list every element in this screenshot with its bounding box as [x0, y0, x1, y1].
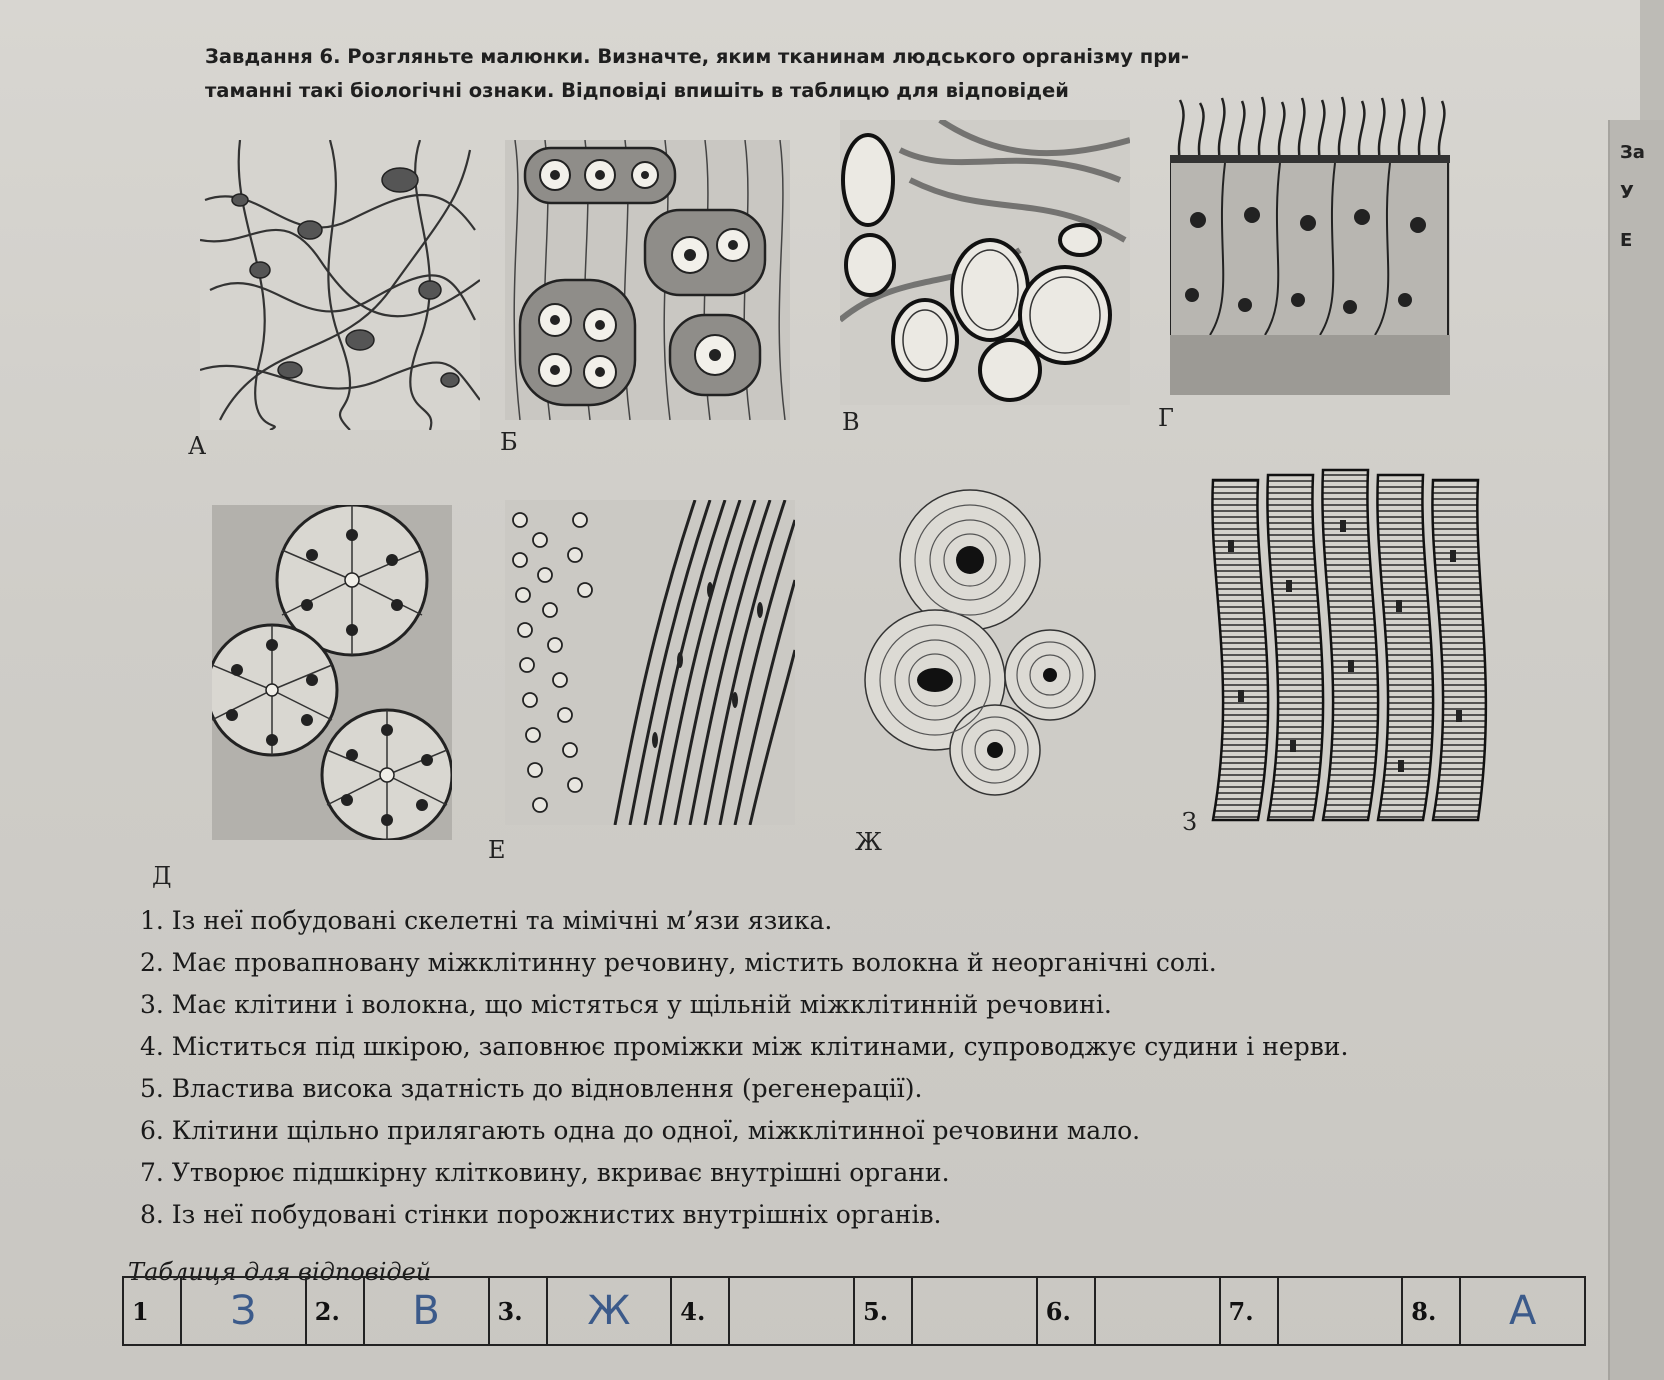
statement-1: 1. Із неї побудовані скелетні та мімічні м’язи язика.: [140, 906, 833, 935]
answer-number-2: 2.: [306, 1277, 364, 1345]
statement-2: 2. Має провапновану міжклітинну речовину, містить волокна й неорганічні солі.: [140, 948, 1217, 977]
figure-label-d: Д: [152, 862, 172, 890]
edge-text-2: У: [1620, 182, 1634, 203]
task-header-line1: Завдання 6. Розгляньте малюнки. Визначте, яким тканинам людського організму при-: [205, 45, 1189, 68]
answer-number-6: 6.: [1037, 1277, 1095, 1345]
statements-list: [140, 900, 1580, 1236]
next-page-edge: [1608, 120, 1664, 1380]
figure-zh: [850, 480, 1120, 815]
figure-g: [1170, 95, 1450, 395]
task-header-line2: таманні такі біологічні ознаки. Відповіді впишіть в таблицю для відповідей: [205, 79, 1069, 102]
figure-label-v: В: [842, 408, 860, 436]
figure-label-g: Г: [1158, 404, 1174, 432]
figure-b: [505, 140, 790, 420]
answer-number-5: 5.: [854, 1277, 912, 1345]
statement-7: 7. Утворює підшкірну клітковину, вкриває внутрішні органи.: [140, 1158, 950, 1187]
figure-label-z: З: [1182, 808, 1197, 836]
answer-cell-4[interactable]: [729, 1277, 854, 1345]
statement-4: 4. Міститься під шкірою, заповнює проміжки між клітинами, супроводжує судини і нерви.: [140, 1032, 1349, 1061]
figure-e: [505, 500, 795, 825]
edge-text-1: За: [1620, 142, 1645, 163]
answer-cell-1[interactable]: З: [181, 1277, 306, 1345]
figure-d: [212, 505, 452, 840]
answers-table: [122, 1276, 1586, 1346]
figure-label-a: А: [188, 432, 207, 460]
figure-v: [840, 120, 1130, 405]
answer-number-8: 8.: [1402, 1277, 1460, 1345]
figure-label-b: Б: [500, 428, 518, 456]
edge-text-3: Е: [1620, 230, 1633, 251]
statement-3: 3. Має клітини і волокна, що містяться у щільній міжклітинній речовині.: [140, 990, 1112, 1019]
answer-number-4: 4.: [671, 1277, 729, 1345]
answer-number-1: 1: [123, 1277, 181, 1345]
answer-cell-3[interactable]: Ж: [547, 1277, 672, 1345]
answer-cell-6[interactable]: [1095, 1277, 1220, 1345]
figure-z: [1198, 460, 1498, 830]
answer-number-7: 7.: [1220, 1277, 1278, 1345]
answer-cell-8[interactable]: А: [1460, 1277, 1585, 1345]
answer-cell-2[interactable]: В: [364, 1277, 489, 1345]
answers-table-title: Таблиця для відповідей: [128, 1258, 432, 1286]
figure-label-e: Е: [488, 836, 506, 864]
answers-row: [123, 1277, 1585, 1345]
figure-a: [200, 140, 480, 430]
figure-label-zh: Ж: [855, 828, 882, 856]
answer-number-3: 3.: [489, 1277, 547, 1345]
answer-cell-5[interactable]: [912, 1277, 1037, 1345]
statement-6: 6. Клітини щільно прилягають одна до одної, міжклітинної речовини мало.: [140, 1116, 1141, 1145]
statement-5: 5. Властива висока здатність до відновлення (регенерації).: [140, 1074, 923, 1103]
answer-cell-7[interactable]: [1278, 1277, 1403, 1345]
statement-8: 8. Із неї побудовані стінки порожнистих внутрішніх органів.: [140, 1200, 942, 1229]
